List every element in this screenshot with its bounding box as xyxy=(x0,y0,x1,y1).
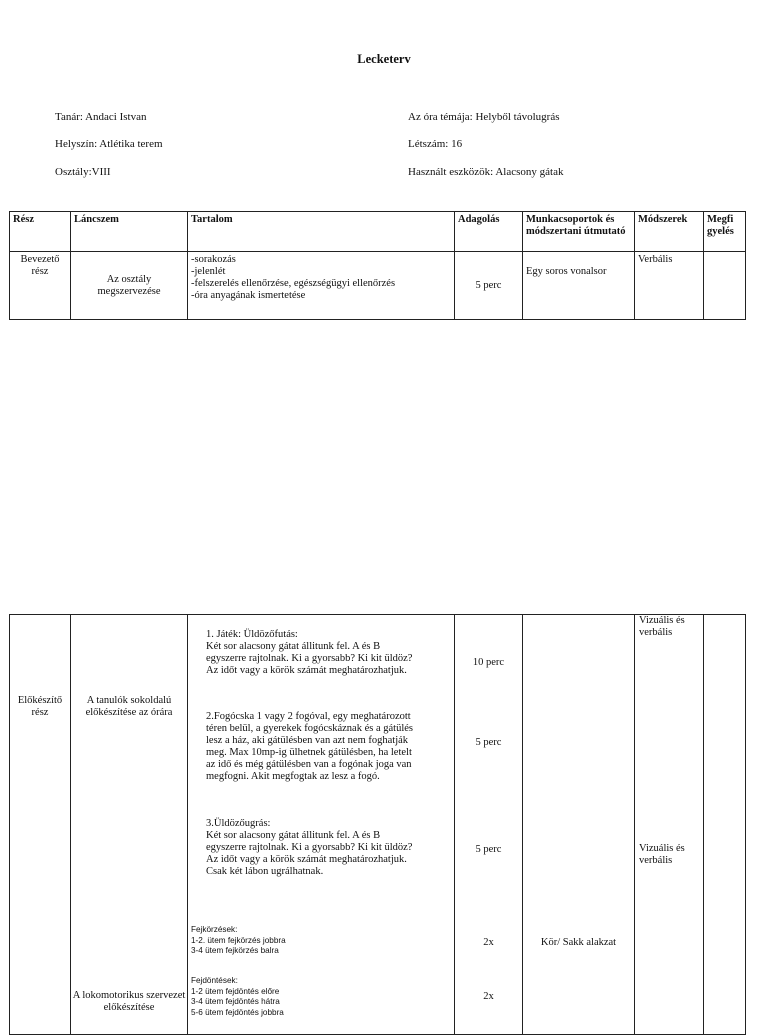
cell-lancszem xyxy=(71,615,188,1035)
content-line: Fejdöntések: xyxy=(191,976,238,985)
game-2 xyxy=(206,711,454,783)
content-line: -jelenlét xyxy=(191,266,226,277)
exercise-1 xyxy=(191,925,454,957)
content-line: téren belül, a gyerekek fogócskáznak és a gátülés xyxy=(206,723,413,734)
cell-tartalom xyxy=(188,615,455,1035)
cell-tartalom xyxy=(188,252,455,320)
lancszem-text-1: A tanulók sokoldalú előkészítése az órára xyxy=(85,695,173,718)
game-3 xyxy=(206,818,454,878)
resz-text: Előkészítő rész xyxy=(17,695,63,718)
content-line: Az időt vagy a körök számát meghatározhatjuk. xyxy=(206,854,407,865)
content-line: Csak két lábon ugrálhatnak. xyxy=(206,866,324,877)
content-line: 1. Játék: Üldözőfutás: xyxy=(206,629,298,640)
content-line: -óra anyagának ismertetése xyxy=(191,290,306,301)
info-teacher: Tanár: Andaci Istvan xyxy=(55,111,147,123)
dose-3: 5 perc xyxy=(475,844,502,855)
info-headcount: Létszám: 16 xyxy=(408,138,463,150)
table-row xyxy=(10,252,746,320)
game-1 xyxy=(206,629,454,677)
content-line: 1-2. ütem fejkörzés jobbra xyxy=(191,935,286,945)
content-line: egyszerre rajtolnak. Ki a gyorsabb? Ki kit üldöz? xyxy=(206,653,413,664)
content-line: meg. Max 10mp-ig ülhetnek gátülésben, ha letelt xyxy=(206,747,412,758)
lesson-table-1 xyxy=(9,211,746,320)
cell-adagolas xyxy=(455,615,523,1035)
table-row xyxy=(10,615,746,1035)
header-resz: Rész xyxy=(10,212,71,252)
content-line: egyszerre rajtolnak. Ki a gyorsabb? Ki kit üldöz? xyxy=(206,842,413,853)
exercise-2 xyxy=(191,976,454,1018)
dose-2: 5 perc xyxy=(475,737,502,748)
lesson-table-2 xyxy=(9,614,746,1035)
header-adagolas: Adagolás xyxy=(455,212,523,252)
content-line: 1-2 ütem fejdöntés előre xyxy=(191,986,280,996)
cell-resz xyxy=(10,615,71,1035)
content-line: -felszerelés ellenőrzése, egészségügyi ellenőrzés xyxy=(191,278,396,289)
cell-munka xyxy=(523,615,635,1035)
cell-modszerek: Verbális xyxy=(635,252,704,320)
cell-modszerek xyxy=(635,615,704,1035)
info-equipment: Használt eszközök: Alacsony gátak xyxy=(408,166,564,178)
header-munka: Munkacsoportok és módszertani útmutató xyxy=(523,212,635,252)
header-modszerek: Módszerek xyxy=(635,212,704,252)
content-line: Két sor alacsony gátat állitunk fel. A és B xyxy=(206,830,381,841)
content-line: Az időt vagy a körök számát meghatározhatjuk. xyxy=(206,665,407,676)
dose-5: 2x xyxy=(483,991,494,1002)
munka-text: Egy soros vonalsor xyxy=(526,266,607,277)
cell-lancszem: Az osztály megszervezése xyxy=(71,252,188,320)
info-topic: Az óra témája: Helyből távolugrás xyxy=(408,111,560,123)
lancszem-text-2: A lokomotorikus szervezet előkészítése xyxy=(72,990,186,1013)
cell-resz: Bevezető rész xyxy=(10,252,71,320)
content-line: 5-6 ütem fejdöntés jobbra xyxy=(191,1007,284,1017)
dose-4: 2x xyxy=(483,937,494,948)
cell-megfigyeles xyxy=(704,615,746,1035)
content-line: 2.Fogócska 1 vagy 2 fogóval, egy meghatározott xyxy=(206,711,411,722)
content-line: 3-4 ütem fejdöntés hátra xyxy=(191,997,280,1006)
method-2: Vizuális és verbális xyxy=(639,843,685,866)
header-row xyxy=(10,212,746,252)
method-1: Vizuális és verbális xyxy=(639,615,685,638)
munka-text: Kör/ Sakk alakzat xyxy=(540,937,617,948)
content-line: 3-4 ütem fejkörzés balra xyxy=(191,946,279,955)
content-line: Fejkörzések: xyxy=(191,925,238,934)
content-line: lesz a ház, aki gátülésben van azt nem foghatják xyxy=(206,735,409,746)
cell-megfigyeles xyxy=(704,252,746,320)
content-line: 3.Üldözőugrás: xyxy=(206,818,271,829)
content-line: megfogni. Akit megfogtak az lesz a fogó. xyxy=(206,771,380,782)
content-line: -sorakozás xyxy=(191,254,236,265)
header-megfigyeles: Megfi gyelés xyxy=(704,212,746,252)
cell-adagolas: 5 perc xyxy=(455,252,523,320)
content-line: az idő és még gátülésben van a fogónak joga van xyxy=(206,759,412,770)
header-tartalom: Tartalom xyxy=(188,212,455,252)
header-lancszem: Láncszem xyxy=(71,212,188,252)
content-line: Két sor alacsony gátat állitunk fel. A és B xyxy=(206,641,381,652)
cell-munka xyxy=(523,252,635,320)
dose-1: 10 perc xyxy=(472,657,505,668)
info-class: Osztály:VIII xyxy=(55,166,111,178)
info-location: Helyszín: Atlétika terem xyxy=(55,138,163,150)
page-title: Lecketerv xyxy=(357,52,411,66)
